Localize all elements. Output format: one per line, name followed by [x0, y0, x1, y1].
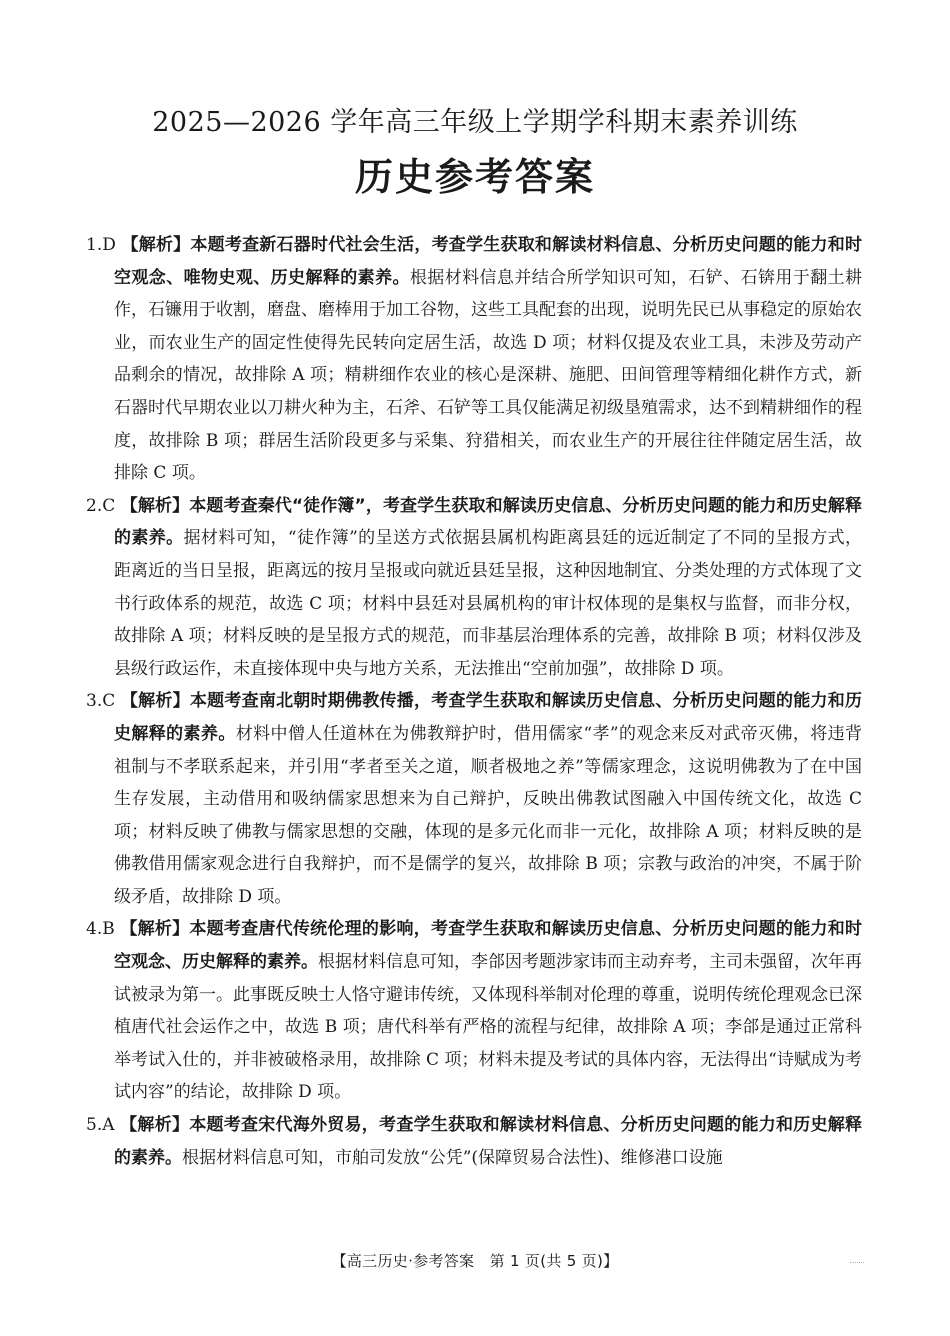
analysis-lead: 本题考查宋代海外贸易，考查学生获取和解读材料信息、分析历史问题的能力和历史解释的素养。	[114, 1115, 863, 1168]
answer-number: 1.D	[86, 235, 116, 255]
answer-item-1	[86, 229, 862, 490]
analysis-tag: 【解析】	[120, 691, 190, 712]
answer-number: 5.A	[86, 1115, 115, 1136]
document-title: 历史参考答案	[354, 155, 595, 199]
analysis-text: 据材料可知，“徒作簿”的呈送方式依据县属机构距离县廷的远近制定了不同的呈报方式，距离近的当日呈报，距离远的按月呈报或向就近县廷呈报，这种因地制宜、分类处理的方式体现了文书行政体系的规范，故选 C 项；材料中县廷对县属机构的审计权体现的是集权与监督，而非分权，故排除 A 项；材料反映的是呈报方式的规范，而非基层治理体系的完善，故排除 B 项；材料仅涉及县级行政运作，未直接体现中央与地方关系，无法推出“空前加强”，故排除 D 项。	[114, 528, 862, 679]
analysis-text: 根据材料信息可知，李郃因考题涉家讳而主动弃考，主司未强留，次年再试被录为第一。此事既反映士人恪守避讳传统，又体现科举制对伦理的尊重，说明传统伦理观念已深植唐代社会运作之中，故选 B 项；唐代科举有严格的流程与纪律，故排除 A 项；李郃是通过正常科举考试入仕的，并非被破格录用，故排除 C 项；材料未提及考试的具体内容，无法得出“诗赋成为考试内容”的结论，故排除 D 项。	[114, 952, 862, 1103]
answer-item-2	[86, 490, 862, 686]
exam-title: 2025—2026 学年高三年级上学期学科期末素养训练	[152, 107, 798, 138]
analysis-text: 根据材料信息并结合所学知识可知，石铲、石锛用于翻土耕作，石镰用于收割，磨盘、磨棒用于加工谷物，这些工具配套的出现，说明先民已从事稳定的原始农业，而农业生产的固定性使得先民转向定居生活，故选 D 项；材料仅提及农业工具，未涉及劳动产品剩余的情况，故排除 A 项；精耕细作农业的核心是深耕、施肥、田间管理等精细化耕作方式，新石器时代早期农业以刀耕火种为主，石斧、石铲等工具仅能满足初级垦殖需求，达不到精耕细作的程度，故排除 B 项；群居生活阶段更多与采集、狩猎相关，而农业生产的开展往往伴随定居生活，故排除 C 项。	[114, 267, 863, 484]
analysis-tag: 【解析】	[121, 235, 191, 255]
answer-item-4	[86, 913, 862, 1109]
analysis-tag: 【解析】	[120, 919, 190, 940]
analysis-lead: 本题考查秦代“徒作簿”，考查学生获取和解读历史信息、分析历史问题的能力和历史解释的素养。	[114, 495, 863, 549]
analysis-lead: 本题考查唐代传统伦理的影响，考查学生获取和解读历史信息、分析历史问题的能力和时空观念、历史解释的素养。	[114, 919, 863, 973]
analysis-lead: 本题考查新石器时代社会生活，考查学生获取和解读材料信息、分析历史问题的能力和时空观念、唯物史观、历史解释的素养。	[114, 235, 863, 288]
answer-item-5	[86, 1109, 862, 1174]
analysis-text: 材料中僧人任道林在为佛教辩护时，借用儒家“孝”的观念来反对武帝灭佛，将违背祖制与不孝联系起来，并引用“孝者至关之道，顺者极地之养”等儒家理念，这说明佛教为了在中国生存发展，主动借用和吸纳儒家思想来为自己辩护，反映出佛教试图融入中国传统文化，故选 C 项；材料反映了佛教与儒家思想的交融，体现的是多元化而非一元化，故排除 A 项；材料反映的是佛教借用儒家观念进行自我辩护，而不是儒学的复兴，故排除 B 项；宗教与政治的冲突，不属于阶级矛盾，故排除 D 项。	[114, 723, 863, 907]
analysis-tag: 【解析】	[120, 495, 190, 516]
answer-number: 2.C	[86, 495, 116, 516]
answer-list	[86, 229, 862, 1174]
analysis-tag: 【解析】	[120, 1115, 190, 1136]
answer-item-3	[86, 685, 862, 913]
answer-number: 3.C	[86, 691, 116, 712]
analysis-lead: 本题考查南北朝时期佛教传播，考查学生获取和解读历史信息、分析历史问题的能力和历史解释的素养。	[114, 691, 863, 744]
scan-mark	[850, 1262, 864, 1265]
answer-number: 4.B	[86, 919, 115, 940]
page-footer: 【高三历史·参考答案 第 1 页(共 5 页)】	[331, 1252, 619, 1270]
analysis-text: 根据材料信息可知，市舶司发放“公凭”(保障贸易合法性)、维修港口设施	[182, 1147, 723, 1168]
